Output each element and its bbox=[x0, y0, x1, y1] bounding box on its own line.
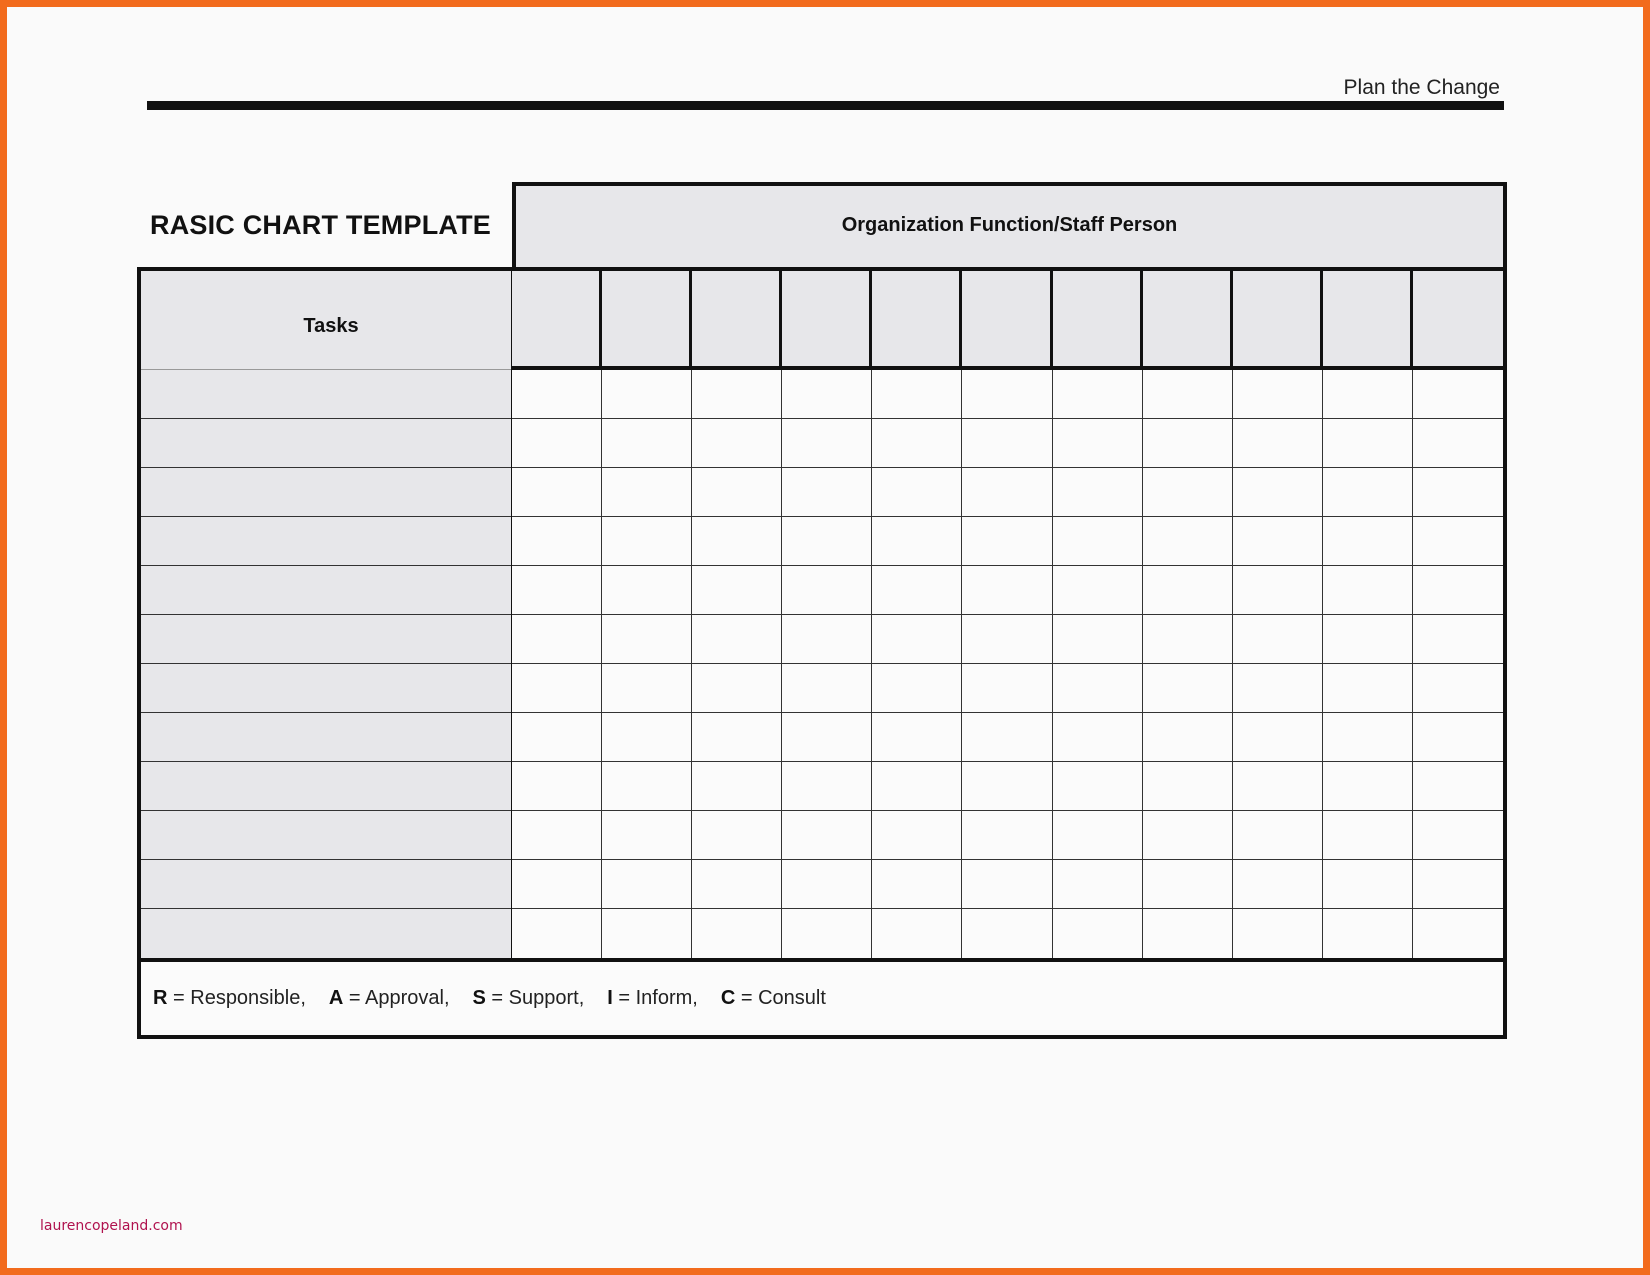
assignment-cell[interactable] bbox=[692, 860, 782, 909]
assignment-cell[interactable] bbox=[1413, 419, 1503, 468]
legend-text: = Responsible, bbox=[167, 987, 306, 1009]
assignment-cell[interactable] bbox=[1413, 762, 1503, 811]
assignment-cell[interactable] bbox=[1053, 860, 1143, 909]
task-cell[interactable] bbox=[141, 517, 511, 566]
assignment-cell[interactable] bbox=[1233, 370, 1323, 419]
assignment-cell[interactable] bbox=[1143, 713, 1233, 762]
assignment-cell[interactable] bbox=[1143, 762, 1233, 811]
assignment-cell[interactable] bbox=[602, 713, 692, 762]
assignment-cell[interactable] bbox=[782, 468, 872, 517]
assignment-cell[interactable] bbox=[602, 566, 692, 615]
assignment-cell[interactable] bbox=[602, 860, 692, 909]
assignment-cell[interactable] bbox=[602, 909, 692, 958]
task-cell[interactable] bbox=[141, 370, 511, 419]
assignment-cell[interactable] bbox=[1233, 468, 1323, 517]
assignment-cell[interactable] bbox=[962, 762, 1052, 811]
staff-header-cell[interactable] bbox=[1323, 271, 1413, 370]
assignment-cell[interactable] bbox=[1323, 370, 1413, 419]
assignment-cell[interactable] bbox=[1053, 468, 1143, 517]
chart-title: RASIC CHART TEMPLATE bbox=[150, 210, 491, 240]
staff-header-cell[interactable] bbox=[1233, 271, 1323, 370]
task-cell[interactable] bbox=[141, 664, 511, 713]
assignment-cell[interactable] bbox=[1233, 664, 1323, 713]
assignment-cell[interactable] bbox=[962, 370, 1052, 419]
assignment-cell[interactable] bbox=[962, 860, 1052, 909]
task-cell[interactable] bbox=[141, 419, 511, 468]
assignment-cell[interactable] bbox=[1053, 615, 1143, 664]
assignment-cell[interactable] bbox=[782, 762, 872, 811]
assignment-cell[interactable] bbox=[692, 566, 782, 615]
assignment-cell[interactable] bbox=[962, 517, 1052, 566]
assignment-cell[interactable] bbox=[1413, 370, 1503, 419]
assignment-cell[interactable] bbox=[1233, 419, 1323, 468]
org-function-label: Organization Function/Staff Person bbox=[841, 214, 1178, 236]
assignment-cell[interactable] bbox=[1053, 909, 1143, 958]
assignment-cell[interactable] bbox=[872, 713, 962, 762]
assignment-cell[interactable] bbox=[1143, 664, 1233, 713]
assignment-cell[interactable] bbox=[692, 664, 782, 713]
assignment-cell[interactable] bbox=[512, 762, 602, 811]
assignment-cell[interactable] bbox=[692, 811, 782, 860]
assignment-cell[interactable] bbox=[512, 615, 602, 664]
assignment-cell[interactable] bbox=[872, 811, 962, 860]
staff-header-cell[interactable] bbox=[1143, 271, 1233, 370]
legend bbox=[137, 958, 1507, 1039]
assignment-cell[interactable] bbox=[692, 713, 782, 762]
assignment-cell[interactable] bbox=[1323, 860, 1413, 909]
legend-item bbox=[329, 987, 450, 1010]
assignment-cell[interactable] bbox=[1233, 811, 1323, 860]
staff-header-cell[interactable] bbox=[782, 271, 872, 370]
assignment-cell[interactable] bbox=[1143, 811, 1233, 860]
assignment-cell[interactable] bbox=[602, 762, 692, 811]
tasks-label: Tasks bbox=[303, 314, 359, 337]
assignment-cell[interactable] bbox=[872, 860, 962, 909]
assignment-cell[interactable] bbox=[602, 517, 692, 566]
task-cell[interactable] bbox=[141, 468, 511, 517]
staff-header-cell[interactable] bbox=[1053, 271, 1143, 370]
assignment-cell[interactable] bbox=[782, 615, 872, 664]
assignment-cell[interactable] bbox=[872, 664, 962, 713]
legend-key: R bbox=[153, 987, 168, 1009]
assignment-cell[interactable] bbox=[1413, 517, 1503, 566]
legend-text: = Approval, bbox=[343, 987, 450, 1009]
assignment-cell[interactable] bbox=[692, 615, 782, 664]
assignment-cell[interactable] bbox=[1053, 713, 1143, 762]
assignment-cell[interactable] bbox=[962, 909, 1052, 958]
assignment-cell[interactable] bbox=[1233, 713, 1323, 762]
legend-key: I bbox=[607, 987, 613, 1009]
assignment-cell[interactable] bbox=[872, 566, 962, 615]
staff-header-cell[interactable] bbox=[872, 271, 962, 370]
task-cell[interactable] bbox=[141, 713, 511, 762]
assignment-cell[interactable] bbox=[1323, 419, 1413, 468]
assignment-cell[interactable] bbox=[1323, 713, 1413, 762]
assignment-cell[interactable] bbox=[1053, 517, 1143, 566]
assignment-cell[interactable] bbox=[962, 811, 1052, 860]
assignment-cell[interactable] bbox=[1413, 615, 1503, 664]
assignment-cell[interactable] bbox=[692, 419, 782, 468]
assignment-cell[interactable] bbox=[1143, 909, 1233, 958]
assignment-cell[interactable] bbox=[602, 370, 692, 419]
assignment-cell[interactable] bbox=[602, 811, 692, 860]
assignment-cell[interactable] bbox=[962, 468, 1052, 517]
assignment-cell[interactable] bbox=[512, 713, 602, 762]
assignment-cell[interactable] bbox=[1323, 762, 1413, 811]
assignment-cell[interactable] bbox=[512, 811, 602, 860]
assignment-cell[interactable] bbox=[1143, 615, 1233, 664]
assignment-cell[interactable] bbox=[782, 713, 872, 762]
assignment-cell[interactable] bbox=[692, 468, 782, 517]
assignment-cell[interactable] bbox=[1323, 664, 1413, 713]
legend-text: = Support, bbox=[485, 987, 585, 1009]
tasks-column bbox=[137, 267, 515, 962]
task-cell[interactable] bbox=[141, 762, 511, 811]
assignment-cell[interactable] bbox=[962, 566, 1052, 615]
assignment-cell[interactable] bbox=[1143, 860, 1233, 909]
assignment-cell[interactable] bbox=[1143, 419, 1233, 468]
assignment-cell[interactable] bbox=[1413, 713, 1503, 762]
assignment-cell[interactable] bbox=[1143, 370, 1233, 419]
assignment-cell[interactable] bbox=[872, 419, 962, 468]
assignment-cell[interactable] bbox=[512, 664, 602, 713]
staff-header-cell[interactable] bbox=[962, 271, 1052, 370]
assignment-cell[interactable] bbox=[1143, 468, 1233, 517]
assignment-cell[interactable] bbox=[962, 664, 1052, 713]
assignment-cell[interactable] bbox=[1233, 517, 1323, 566]
assignment-cell[interactable] bbox=[1053, 664, 1143, 713]
legend-item bbox=[721, 987, 826, 1010]
assignment-cell[interactable] bbox=[962, 419, 1052, 468]
legend-item bbox=[607, 987, 698, 1010]
assignment-cell[interactable] bbox=[692, 909, 782, 958]
assignment-cell[interactable] bbox=[782, 370, 872, 419]
staff-header-cell[interactable] bbox=[1413, 271, 1503, 370]
rasic-grid bbox=[512, 267, 1507, 962]
assignment-cell[interactable] bbox=[872, 762, 962, 811]
assignment-cell[interactable] bbox=[1053, 370, 1143, 419]
assignment-cell[interactable] bbox=[1323, 615, 1413, 664]
assignment-cell[interactable] bbox=[602, 664, 692, 713]
header-subtitle: Plan the Change bbox=[1343, 76, 1500, 99]
assignment-cell[interactable] bbox=[1413, 664, 1503, 713]
assignment-cell[interactable] bbox=[782, 566, 872, 615]
watermark: laurencopeland.com bbox=[40, 1218, 183, 1234]
legend-key: S bbox=[472, 987, 486, 1009]
assignment-cell[interactable] bbox=[512, 370, 602, 419]
assignment-cell[interactable] bbox=[512, 419, 602, 468]
legend-text: = Consult bbox=[735, 987, 826, 1009]
assignment-cell[interactable] bbox=[512, 468, 602, 517]
assignment-cell[interactable] bbox=[1053, 566, 1143, 615]
assignment-cell[interactable] bbox=[512, 860, 602, 909]
assignment-cell[interactable] bbox=[962, 615, 1052, 664]
assignment-cell[interactable] bbox=[1413, 566, 1503, 615]
assignment-cell[interactable] bbox=[962, 713, 1052, 762]
assignment-cell[interactable] bbox=[1143, 517, 1233, 566]
staff-header-cell[interactable] bbox=[692, 271, 782, 370]
assignment-cell[interactable] bbox=[782, 664, 872, 713]
assignment-cell[interactable] bbox=[602, 615, 692, 664]
assignment-cell[interactable] bbox=[1413, 860, 1503, 909]
assignment-cell[interactable] bbox=[1233, 860, 1323, 909]
assignment-cell[interactable] bbox=[872, 517, 962, 566]
assignment-cell[interactable] bbox=[872, 909, 962, 958]
assignment-cell[interactable] bbox=[1413, 909, 1503, 958]
header-rule bbox=[147, 101, 1504, 110]
task-cell[interactable] bbox=[141, 811, 511, 860]
assignment-cell[interactable] bbox=[1413, 811, 1503, 860]
assignment-cell[interactable] bbox=[602, 468, 692, 517]
assignment-cell[interactable] bbox=[872, 615, 962, 664]
legend-text: = Inform, bbox=[612, 987, 698, 1009]
assignment-cell[interactable] bbox=[1233, 566, 1323, 615]
assignment-cell[interactable] bbox=[692, 762, 782, 811]
tasks-header bbox=[141, 271, 511, 370]
assignment-cell[interactable] bbox=[692, 370, 782, 419]
assignment-cell[interactable] bbox=[1053, 811, 1143, 860]
assignment-cell[interactable] bbox=[872, 468, 962, 517]
legend-key: A bbox=[328, 987, 344, 1009]
assignment-cell[interactable] bbox=[1323, 468, 1413, 517]
task-cell[interactable] bbox=[141, 909, 511, 958]
assignment-cell[interactable] bbox=[1053, 762, 1143, 811]
assignment-cell[interactable] bbox=[1323, 566, 1413, 615]
assignment-cell[interactable] bbox=[782, 860, 872, 909]
assignment-cell[interactable] bbox=[1323, 909, 1413, 958]
assignment-cell[interactable] bbox=[1233, 762, 1323, 811]
org-function-header bbox=[512, 182, 1507, 269]
assignment-cell[interactable] bbox=[692, 517, 782, 566]
legend-key: C bbox=[720, 987, 736, 1009]
assignment-cell[interactable] bbox=[1143, 566, 1233, 615]
assignment-cell[interactable] bbox=[782, 517, 872, 566]
task-cell[interactable] bbox=[141, 615, 511, 664]
assignment-cell[interactable] bbox=[512, 909, 602, 958]
legend-item bbox=[153, 987, 306, 1010]
assignment-cell[interactable] bbox=[872, 370, 962, 419]
task-cell[interactable] bbox=[141, 860, 511, 909]
legend-item bbox=[473, 987, 585, 1010]
assignment-cell[interactable] bbox=[512, 517, 602, 566]
assignment-cell[interactable] bbox=[1413, 468, 1503, 517]
assignment-cell[interactable] bbox=[602, 419, 692, 468]
assignment-cell[interactable] bbox=[782, 909, 872, 958]
assignment-cell[interactable] bbox=[782, 419, 872, 468]
assignment-cell[interactable] bbox=[1053, 419, 1143, 468]
staff-header-cell[interactable] bbox=[602, 271, 692, 370]
staff-header-cell[interactable] bbox=[512, 271, 602, 370]
assignment-cell[interactable] bbox=[1323, 811, 1413, 860]
assignment-cell[interactable] bbox=[512, 566, 602, 615]
task-cell[interactable] bbox=[141, 566, 511, 615]
assignment-cell[interactable] bbox=[1233, 615, 1323, 664]
assignment-cell[interactable] bbox=[782, 811, 872, 860]
assignment-cell[interactable] bbox=[1323, 517, 1413, 566]
assignment-cell[interactable] bbox=[1233, 909, 1323, 958]
